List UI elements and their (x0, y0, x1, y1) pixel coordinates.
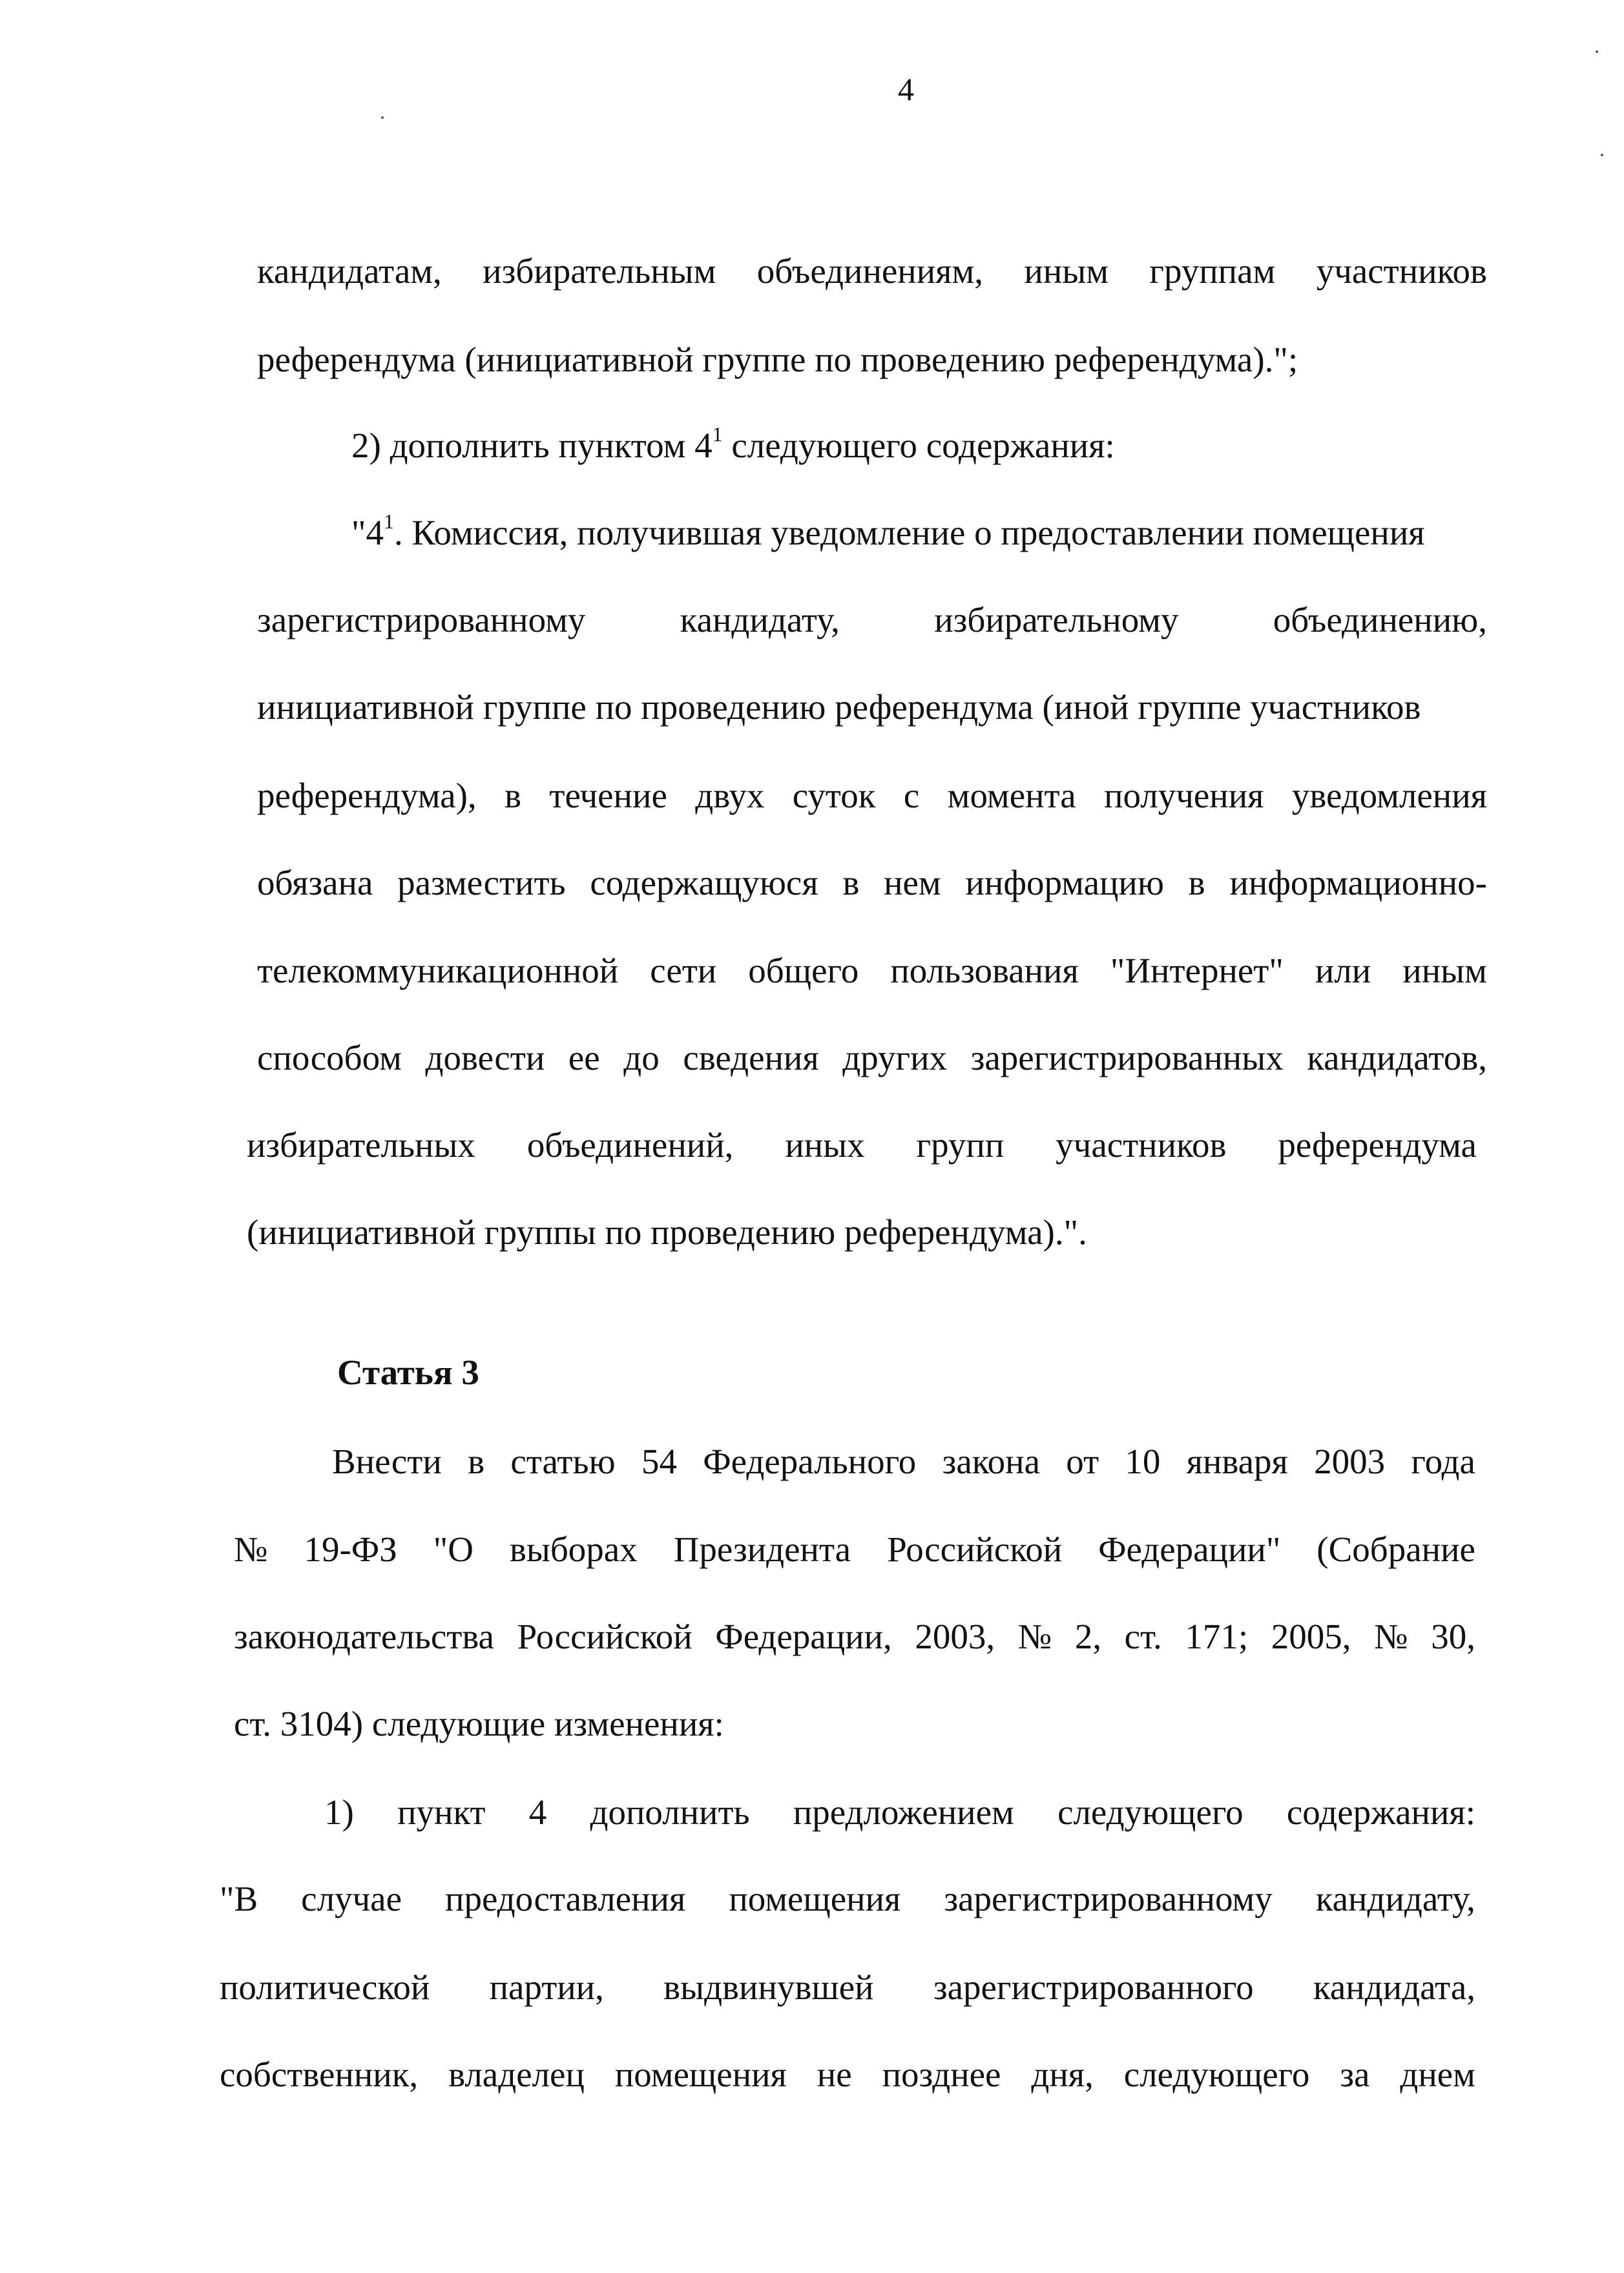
word: объединению, (1273, 600, 1487, 639)
word: в (505, 776, 522, 815)
article-3-line-3 (234, 1614, 1475, 1659)
word: получения (1104, 776, 1264, 815)
word: предложением (793, 1792, 1014, 1832)
paragraph-1-line-2: референдума (инициативной группе по проведению референдума)."; (257, 340, 1298, 379)
paragraph-1-line-1 (257, 249, 1487, 294)
point-4-1-line-6 (257, 948, 1487, 993)
article-3-quote-line-2 (220, 1965, 1475, 2010)
word: № (1017, 1617, 1052, 1656)
point-4-1-line-3: инициативной группе по проведению референдума (иной группе участников (257, 687, 1421, 727)
word: от (1066, 1442, 1099, 1481)
word: № (1374, 1617, 1408, 1656)
article-3-line-2 (234, 1527, 1475, 1572)
word: днем (1400, 2055, 1475, 2094)
word: дополнить (590, 1792, 750, 1832)
word: информацию (965, 863, 1164, 902)
word: не (817, 2055, 852, 2094)
word: референдума), (257, 776, 477, 815)
word: 171; (1185, 1617, 1249, 1656)
word: Внести (332, 1442, 442, 1481)
word: содержащуюся (590, 863, 818, 902)
article-3-quote-line-3 (220, 2052, 1475, 2097)
word: разместить (397, 863, 566, 902)
word: "Интернет" (1110, 951, 1284, 990)
word: с (903, 776, 920, 815)
word: Российской (887, 1530, 1063, 1569)
word: иных (785, 1125, 865, 1165)
word: "В (220, 1879, 258, 1918)
word: 2005, (1271, 1617, 1351, 1656)
word: № (234, 1530, 268, 1569)
word: в (842, 863, 860, 902)
point-4-1-line-4 (257, 773, 1487, 818)
word: избирательным (483, 251, 716, 291)
word: групп (916, 1125, 1005, 1165)
word: предоставления (445, 1879, 686, 1918)
word: помещения (614, 2055, 787, 2094)
point-4-1-line-8 (247, 1123, 1477, 1168)
item-2-superscript: 1 (712, 422, 723, 446)
word: помещения (729, 1879, 901, 1918)
word: нем (884, 863, 941, 902)
word: "О (433, 1530, 474, 1569)
word: января (1186, 1442, 1288, 1481)
word: до (623, 1038, 660, 1077)
word: кандидатов, (1307, 1038, 1487, 1077)
word: собственник, (220, 2055, 419, 2094)
word: обязана (257, 863, 373, 902)
word: (Собрание (1317, 1530, 1475, 1569)
word: телекоммуникационной (257, 951, 619, 990)
word: кандидату, (1315, 1879, 1475, 1918)
point-4-1-line-7 (257, 1035, 1487, 1081)
word: сети (650, 951, 717, 990)
word: следующего (1123, 2055, 1310, 2094)
word: Российской (517, 1617, 692, 1656)
word: Президента (673, 1530, 851, 1569)
word: политической (220, 1967, 430, 2007)
word: в (1188, 863, 1205, 902)
word: дня, (1031, 2055, 1094, 2094)
word: позднее (882, 2055, 1001, 2094)
article-3-quote-line-1 (220, 1876, 1475, 1922)
article-3-line-1 (332, 1439, 1475, 1484)
word: двух (695, 776, 765, 815)
word: случае (301, 1879, 402, 1918)
word: в (468, 1442, 485, 1481)
word: суток (792, 776, 876, 815)
word: иным (1024, 251, 1109, 291)
article-3-line-4: ст. 3104) следующие изменения: (234, 1704, 724, 1743)
scan-speck (381, 116, 384, 119)
item-2-line (351, 423, 1115, 468)
point-4-1-line-5 (257, 860, 1487, 906)
word: 19-ФЗ (304, 1530, 397, 1569)
word: избирательному (934, 600, 1179, 639)
word: 2, (1074, 1617, 1102, 1656)
word: выдвинувшей (663, 1967, 874, 2007)
word: ст. (1124, 1617, 1162, 1656)
word: или (1315, 951, 1371, 990)
word: 2003, (915, 1617, 995, 1656)
page-number: 4 (898, 71, 914, 107)
word: закона (942, 1442, 1041, 1481)
word: выборах (509, 1530, 638, 1569)
word: других (842, 1038, 948, 1077)
scan-speck (1601, 154, 1603, 156)
word: группам (1149, 251, 1276, 291)
item-2-prefix: 2) дополнить пунктом 4 (351, 426, 713, 465)
word: содержания: (1286, 1792, 1475, 1832)
word: 4 (528, 1792, 547, 1832)
word: объединениям, (756, 251, 984, 291)
word: за (1340, 2055, 1370, 2094)
word: способом (257, 1038, 402, 1077)
word: избирательных (247, 1125, 475, 1165)
word: 10 (1125, 1442, 1161, 1481)
word: участников (1056, 1125, 1227, 1165)
word: кандидатам, (257, 251, 442, 291)
word: зарегистрированных (970, 1038, 1284, 1077)
scan-speck (1596, 50, 1598, 53)
word: течение (549, 776, 667, 815)
word: зарегистрированному (944, 1879, 1273, 1918)
word: Федерации" (1098, 1530, 1281, 1569)
item-2-suffix: следующего содержания: (722, 426, 1115, 465)
word: года (1411, 1442, 1475, 1481)
word: 2003 (1314, 1442, 1386, 1481)
word: пользования (890, 951, 1079, 990)
word: 30, (1431, 1617, 1475, 1656)
point-4-1-line-1 (351, 510, 1425, 555)
point-4-1-line-9: (инициативной группы по проведению референдума).". (247, 1212, 1087, 1252)
word: следующего (1057, 1792, 1244, 1832)
word: объединений, (526, 1125, 734, 1165)
point-4-1-line-2 (257, 597, 1487, 643)
article-3-heading: Статья 3 (337, 1353, 479, 1392)
word: уведомления (1291, 776, 1487, 815)
word: 54 (641, 1442, 677, 1481)
point-4-1-prefix: "4 (351, 513, 384, 552)
word: момента (947, 776, 1076, 815)
word: статью (510, 1442, 616, 1481)
word: информационно- (1229, 863, 1487, 902)
point-4-1-superscript: 1 (383, 509, 394, 533)
word: Федерального (703, 1442, 917, 1481)
word: законодательства (234, 1617, 494, 1656)
word: зарегистрированному (257, 600, 586, 639)
word: сведения (683, 1038, 819, 1077)
point-4-1-suffix: . Комиссия, получившая уведомление о предоставлении помещения (393, 513, 1425, 552)
word: участников (1316, 251, 1487, 291)
word: 1) (324, 1792, 354, 1832)
word: пункт (397, 1792, 486, 1832)
word: Федерации, (715, 1617, 892, 1656)
word: общего (748, 951, 859, 990)
word: зарегистрированного (933, 1967, 1254, 2007)
word: владелец (448, 2055, 585, 2094)
word: иным (1402, 951, 1487, 990)
word: референдума (1278, 1125, 1477, 1165)
word: довести (425, 1038, 545, 1077)
word: ее (568, 1038, 600, 1077)
word: кандидата, (1313, 1967, 1475, 2007)
article-3-item-1 (324, 1790, 1475, 1835)
word: партии, (489, 1967, 604, 2007)
word: кандидату, (680, 600, 840, 639)
